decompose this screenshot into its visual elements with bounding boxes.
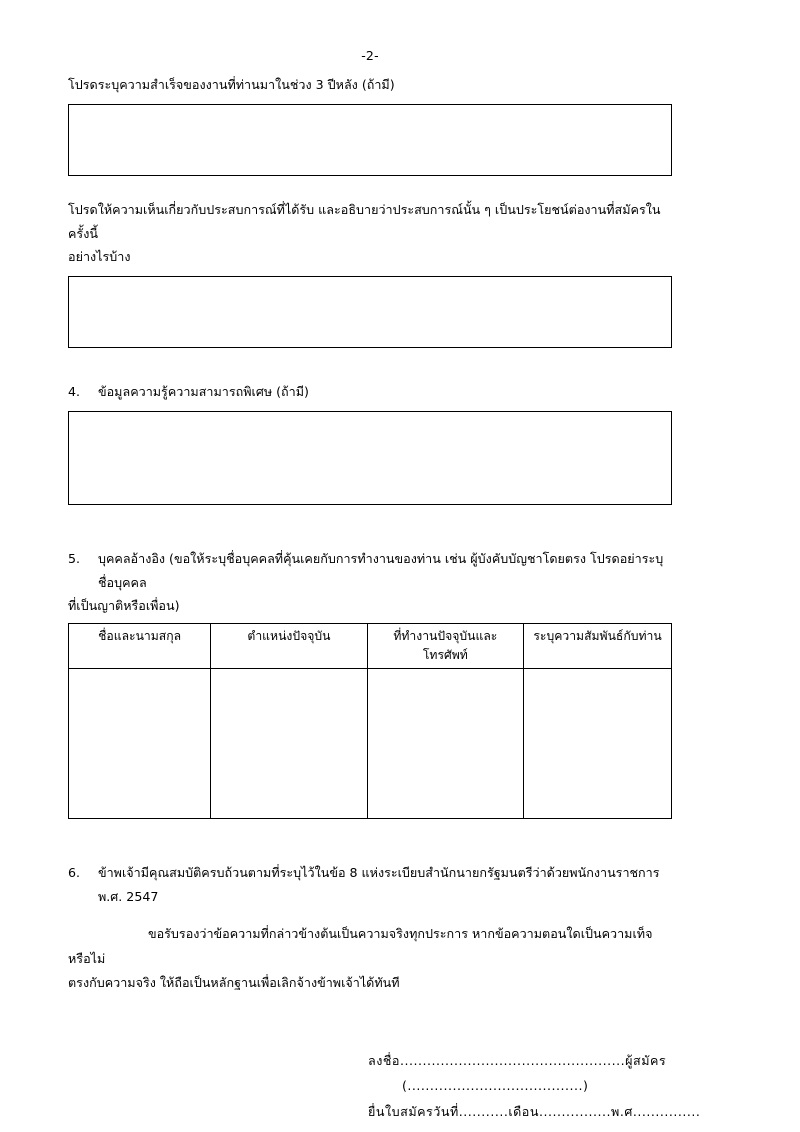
item-4-number: 4.: [68, 384, 81, 400]
experience-prompt-line2: อย่างไรบ้าง: [68, 248, 131, 264]
item-5-label: [98, 547, 672, 594]
experience-prompt-line1: โปรดให้ความเห็นเกี่ยวกับประสบการณ์ที่ได้รับ และอธิบายว่าประสบการณ์นั้น ๆ เป็นประโยชน์ต่องานที่สมัครในครั้งนี้: [68, 202, 661, 241]
spacer-5: [68, 908, 672, 922]
achievements-answer-box[interactable]: [68, 104, 672, 176]
spacer-4: [68, 819, 672, 861]
declaration-line-1: ขอรับรองว่าข้อความที่กล่าวข้างต้นเป็นความจริงทุกประการ หากข้อความตอนใดเป็นความเท็จหรือไม่: [68, 925, 653, 966]
declaration-line-2: ตรงกับความจริง ให้ถือเป็นหลักฐานเพื่อเลิกจ้างข้าพเจ้าได้ทันที: [68, 975, 400, 991]
page-content: [68, 48, 701, 1125]
item-4-label: ข้อมูลความรู้ความสามารถพิเศษ (ถ้ามี): [98, 384, 309, 400]
spacer-2: [68, 348, 672, 380]
experience-answer-box[interactable]: [68, 276, 672, 348]
cell-relationship[interactable]: [524, 669, 672, 819]
item-5: [68, 547, 672, 594]
item-6: [68, 861, 672, 908]
signature-line[interactable]: ลงชื่อ..................................................ผู้สมัคร: [368, 1052, 667, 1068]
item-5-line1: บุคคลอ้างอิง (ขอให้ระบุชื่อบุคคลที่คุ้นเคยกับการทำงานของท่าน เช่น ผู้บังคับบัญชาโดยตรง โปรดอย่าระบุชื่อบุคคล: [98, 551, 664, 590]
table-header-row: [69, 624, 672, 669]
spacer-1: [68, 176, 672, 198]
signature-name-line[interactable]: (.......................................): [402, 1078, 589, 1094]
item-6-label: ข้าพเจ้ามีคุณสมบัติครบถ้วนตามที่ระบุไว้ในข้อ 8 แห่งระเบียบสำนักนายกรัฐมนตรีว่าด้วยพนักงานราชการ พ.ศ. 2547: [98, 865, 660, 904]
cell-workplace[interactable]: [367, 669, 523, 819]
table-row[interactable]: [69, 669, 672, 819]
spacer-3: [68, 505, 672, 547]
cell-name[interactable]: [69, 669, 211, 819]
reference-table: [68, 623, 672, 819]
special-skills-answer-box[interactable]: [68, 411, 672, 505]
item-4: [68, 380, 672, 403]
item-5-line2: ที่เป็นญาติหรือเพื่อน): [68, 598, 180, 614]
column-header-name: ชื่อและนามสกุล: [69, 624, 211, 669]
signature-block: [68, 1048, 701, 1125]
column-header-relationship: ระบุความสัมพันธ์กับท่าน: [524, 624, 672, 669]
application-date-line[interactable]: ยื่นใบสมัครวันที่...........เดือน................พ.ศ...............: [368, 1104, 701, 1120]
column-header-position: ตำแหน่งปัจจุบัน: [211, 624, 367, 669]
item-5-number: 5.: [68, 551, 81, 567]
page-number: -2-: [361, 48, 379, 63]
column-header-workplace: ที่ทำงานปัจจุบันและโทรศัพท์: [367, 624, 523, 669]
achievements-prompt: โปรดระบุความสำเร็จของงานที่ท่านมาในช่วง 3 ปีหลัง (ถ้ามี): [68, 77, 395, 92]
cell-position[interactable]: [211, 669, 367, 819]
item-6-number: 6.: [68, 865, 81, 881]
